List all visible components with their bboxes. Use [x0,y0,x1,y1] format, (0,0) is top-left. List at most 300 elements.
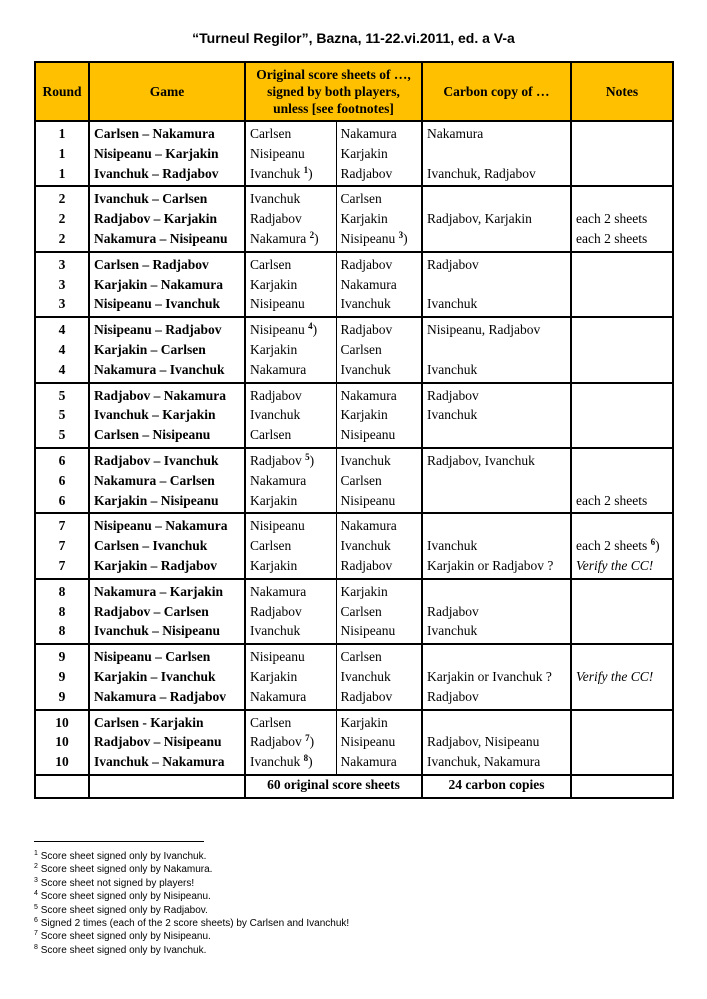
round-number: 6 [58,472,66,488]
game-name: Nakamura – Carlsen [94,472,215,488]
line [250,405,332,425]
game-name: Karjakin – Ivanchuk [94,668,216,684]
sheet-cell [336,186,422,251]
line [341,667,418,687]
note-text: Verify the CC! [576,557,654,573]
footnote-number: 6 [34,917,38,925]
line [40,229,84,249]
footnote-ref: 5 [305,451,310,462]
footnote-ref: 7 [305,733,310,744]
line [576,491,668,511]
sheet-player: Nakamura [250,361,307,377]
footnote-number: 7 [34,930,38,938]
sheet-player: Radjabov [250,452,302,468]
round-number: 1 [58,165,66,181]
line [40,340,84,360]
sheet-cell [336,579,422,644]
line [250,360,332,380]
sheet-player: Ivanchuk [340,452,391,468]
game-name: Karjakin – Radjabov [94,557,218,573]
line [40,667,84,687]
carbon-copy: Radjabov, Nisipeanu [427,734,540,750]
table-row [35,448,673,513]
line [576,255,668,275]
line [427,647,566,667]
sheet-cell [336,644,422,709]
round-group [35,121,673,186]
line [94,124,240,144]
line [94,144,240,164]
line: Ivanchuk $^8$) [250,753,313,770]
line [341,582,418,602]
sheet-player: Ivanchuk [250,754,301,770]
carbon-cell [422,317,571,382]
round-number: 8 [58,623,66,639]
line [94,556,240,576]
line [250,621,332,641]
line [40,275,84,295]
sheet-player: Carlsen [250,427,292,443]
round-number: 1 [58,145,66,161]
line [427,425,566,445]
round-cell [35,252,89,317]
line [94,294,240,314]
sheet-player: Karjakin [250,557,298,573]
game-name: Ivanchuk – Radjabov [94,165,219,181]
line [250,275,332,295]
line [576,405,668,425]
totals-empty [35,775,89,798]
table-row [35,383,673,448]
sheet-cell [245,383,336,448]
round-number: 5 [58,407,66,423]
line [94,491,240,511]
round-number: 1 [58,126,66,141]
notes-cell [571,710,673,775]
sheet-player: Nakamura [340,387,397,403]
round-number: 2 [58,191,66,207]
game-cell [89,710,245,775]
sheet-cell [336,383,422,448]
round-group [35,186,673,251]
game-cell [89,383,245,448]
line [250,713,332,733]
game-cell [89,186,245,251]
sheet-player: Nisipeanu [250,296,305,312]
sheet-player: Nisipeanu [250,518,305,534]
line [94,732,240,752]
carbon-copy: Ivanchuk [427,407,478,423]
sheet-player: Carlsen [250,126,292,141]
line [94,405,240,425]
sheet-player: Radjabov [250,211,302,227]
round-cell [35,513,89,578]
carbon-cell [422,383,571,448]
carbon-cell [422,710,571,775]
carbon-copy: Ivanchuk [427,538,478,554]
line [94,516,240,536]
round-cell [35,186,89,251]
footnote-number: 1 [34,850,38,857]
sheet-player: Nakamura [340,754,397,770]
totals-carbon: 24 carbon copies [422,775,571,798]
header-original: Original score sheets of …, signed by both players, unless [see footnotes] [245,62,422,121]
sheet-player: Radjabov [340,256,393,272]
line [40,405,84,425]
line [341,425,418,445]
line [250,582,332,602]
line [94,602,240,622]
line [576,471,668,491]
carbon-copy: Radjabov, Karjakin [427,211,532,227]
carbon-copy: Karjakin or Radjabov ? [427,557,554,573]
carbon-copy: Ivanchuk [427,623,478,639]
line [250,471,332,491]
line [40,209,84,229]
sheet-player: Nisipeanu [250,145,305,161]
line [94,189,240,209]
line [576,144,668,164]
sheet-player: Ivanchuk [250,165,301,181]
line [250,124,332,144]
line: Nakamura $^2$) [250,229,319,246]
line [427,294,566,314]
carbon-copy: Ivanchuk [427,296,478,312]
line [427,405,566,425]
sheet-cell [245,252,336,317]
round-number: 8 [58,603,66,619]
sheet-player: Radjabov [340,688,393,704]
notes-cell [571,317,673,382]
carbon-copy: Ivanchuk [427,361,478,377]
line [40,164,84,184]
round-number: 10 [55,754,69,770]
line [341,124,418,144]
sheet-player: Ivanchuk [340,668,391,684]
game-name: Carlsen – Radjabov [94,256,209,272]
round-group [35,644,673,709]
game-name: Ivanchuk – Karjakin [94,407,216,423]
line: each 2 sheets $^6$) [576,537,660,554]
note-text: each 2 sheets [576,492,648,508]
notes-cell [571,644,673,709]
footnote [34,917,634,930]
round-group [35,383,673,448]
footnote-text: Score sheet not signed by players! [40,877,195,889]
sheet-player: Karjakin [250,492,298,508]
line [576,713,668,733]
sheet-player: Karjakin [250,668,298,684]
notes-cell [571,448,673,513]
line [250,667,332,687]
round-number: 7 [58,557,66,573]
line [250,255,332,275]
carbon-copy: Radjabov, Ivanchuk [427,452,535,468]
round-number: 7 [58,538,66,554]
line [40,189,84,209]
line [94,687,240,707]
sheet-player: Nisipeanu [340,230,396,246]
sheet-cell [245,186,336,251]
sheet-player: Nisipeanu [340,734,396,750]
footnote-number: 2 [34,863,38,871]
footnote [34,850,634,863]
line [250,294,332,314]
game-name: Radjabov – Carlsen [94,603,209,619]
game-cell [89,579,245,644]
footnote-number: 5 [34,903,38,911]
sheet-cell [245,513,336,578]
line [40,516,84,536]
line [576,189,668,209]
line [427,491,566,511]
footnote [34,877,634,890]
sheet-player: Ivanchuk [340,296,391,312]
sheet-player: Karjakin [250,276,298,292]
sheet-player: Nakamura [250,688,307,704]
line [94,164,240,184]
line [341,687,418,707]
line [40,602,84,622]
footnotes [34,850,634,957]
line [250,516,332,536]
footnote [34,863,634,876]
sheet-player: Nisipeanu [340,623,396,639]
line [576,667,668,687]
line [576,360,668,380]
sheet-player: Ivanchuk [250,407,301,423]
sheet-player: Nakamura [340,276,397,292]
line [250,602,332,622]
sheet-player: Karjakin [340,145,388,161]
game-cell [89,317,245,382]
round-number: 7 [58,518,66,534]
sheet-player: Ivanchuk [250,191,301,207]
sheet-cell [245,317,336,382]
carbon-cell [422,579,571,644]
line [94,471,240,491]
sheet-player: Nakamura [250,230,307,246]
line [250,536,332,556]
carbon-copy: Ivanchuk, Nakamura [427,754,541,770]
sheet-player: Carlsen [340,603,382,619]
round-number: 6 [58,452,66,468]
round-cell [35,644,89,709]
notes-cell [571,513,673,578]
line [576,425,668,445]
line [576,209,668,229]
page-title: “Turneul Regilor”, Bazna, 11-22.vi.2011, ed. a V-a [192,30,515,46]
sheet-player: Carlsen [340,341,382,357]
round-group [35,579,673,644]
carbon-copy: Karjakin or Ivanchuk ? [427,668,552,684]
sheet-player: Nisipeanu [340,492,396,508]
score-sheet-table [34,61,674,799]
round-number: 6 [58,492,66,508]
carbon-copy: Nisipeanu, Radjabov [427,322,541,338]
line [427,340,566,360]
sheet-player: Ivanchuk [340,538,391,554]
carbon-copy: Nakamura [427,126,484,141]
carbon-cell [422,448,571,513]
line [427,209,566,229]
notes-cell [571,121,673,186]
line [341,713,418,733]
line [576,340,668,360]
sheet-player: Carlsen [250,538,292,554]
round-group [35,710,673,775]
line [576,320,668,340]
sheet-player: Nisipeanu [250,322,305,338]
line [40,386,84,406]
notes-cell [571,383,673,448]
line [94,386,240,406]
table-row [35,121,673,186]
sheet-player: Radjabov [340,165,393,181]
game-name: Karjakin – Nakamura [94,276,224,292]
round-number: 2 [58,230,66,246]
line [341,732,418,752]
sheet-player: Nisipeanu [340,427,396,443]
round-cell [35,383,89,448]
game-name: Nisipeanu – Nakamura [94,518,228,534]
game-cell [89,252,245,317]
game-name: Nakamura – Nisipeanu [94,230,228,246]
footnote-number: 3 [34,876,38,884]
header-row [35,62,673,121]
table-row [35,252,673,317]
line [427,471,566,491]
line [341,752,418,772]
game-name: Nisipeanu – Ivanchuk [94,296,221,312]
round-group [35,252,673,317]
line: Radjabov $^5$) [250,451,315,468]
line [341,602,418,622]
sheet-player: Nakamura [340,518,397,534]
line [576,556,668,576]
round-number: 9 [58,649,66,665]
line [341,320,418,340]
line [427,229,566,249]
table-row [35,186,673,251]
footnote-ref: 6 [650,537,656,548]
game-name: Ivanchuk – Carlsen [94,191,208,207]
line [94,275,240,295]
line [341,647,418,667]
line [94,340,240,360]
line: Nisipeanu $^4$) [250,321,318,338]
game-name: Karjakin – Nisipeanu [94,492,219,508]
sheet-player: Karjakin [250,341,298,357]
footnote-number: 8 [34,943,38,951]
line [250,425,332,445]
line [341,556,418,576]
line [94,713,240,733]
totals-empty [89,775,245,798]
game-name: Radjabov – Ivanchuk [94,452,219,468]
sheet-player: Ivanchuk [340,361,391,377]
line [94,255,240,275]
sheet-cell [336,121,422,186]
line [40,360,84,380]
sheet-cell [245,710,336,775]
sheet-player: Karjakin [340,407,388,423]
line [341,536,418,556]
carbon-copy: Radjabov [427,256,479,272]
line [576,602,668,622]
line [576,275,668,295]
sheet-player: Radjabov [340,557,393,573]
game-name: Radjabov – Karjakin [94,211,218,227]
line [341,294,418,314]
line [341,209,418,229]
table-row [35,710,673,775]
sheet-player: Carlsen [340,191,382,207]
line [40,144,84,164]
line [40,687,84,707]
sheet-cell [336,252,422,317]
footnote-text: Score sheet signed only by Ivanchuk. [40,851,207,862]
line [427,275,566,295]
line [40,425,84,445]
sheet-player: Radjabov [250,603,302,619]
line [576,294,668,314]
round-number: 9 [58,668,66,684]
line [341,405,418,425]
carbon-cell [422,644,571,709]
round-number: 4 [58,322,66,338]
game-cell [89,513,245,578]
sheet-player: Ivanchuk [250,623,301,639]
sheet-cell [336,513,422,578]
line [341,189,418,209]
line [341,516,418,536]
sheet-player: Carlsen [340,649,382,665]
header-round: Round [35,62,89,121]
line [576,229,668,249]
note-text: each 2 sheets [576,230,648,246]
sheet-player: Nakamura [250,472,307,488]
round-number: 5 [58,427,66,443]
table-row [35,579,673,644]
sheet-player: Karjakin [340,714,388,730]
sheet-player: Nakamura [340,126,397,141]
sheet-player: Radjabov [250,387,302,403]
sheet-player: Radjabov [250,734,302,750]
footnote [34,904,634,917]
line: Nisipeanu $^3$) [340,229,408,246]
line [341,164,418,184]
line [427,582,566,602]
footnote-ref: 1 [303,164,309,175]
line [40,491,84,511]
line [250,340,332,360]
table-row [35,513,673,578]
footnote-ref: 3 [398,229,404,240]
game-name: Nakamura – Karjakin [94,583,224,599]
line [40,536,84,556]
carbon-cell [422,186,571,251]
carbon-cell [422,121,571,186]
game-name: Ivanchuk – Nakamura [94,754,225,770]
game-name: Carlsen – Nisipeanu [94,427,211,443]
carbon-copy: Radjabov [427,387,479,403]
footnote-text: Signed 2 times (each of the 2 score sheets) by Carlsen and Ivanchuk! [40,918,350,930]
line: Radjabov $^7$) [250,733,315,750]
footnote-ref: 8 [303,753,309,764]
line [427,516,566,536]
sheet-player: Karjakin [340,211,388,227]
